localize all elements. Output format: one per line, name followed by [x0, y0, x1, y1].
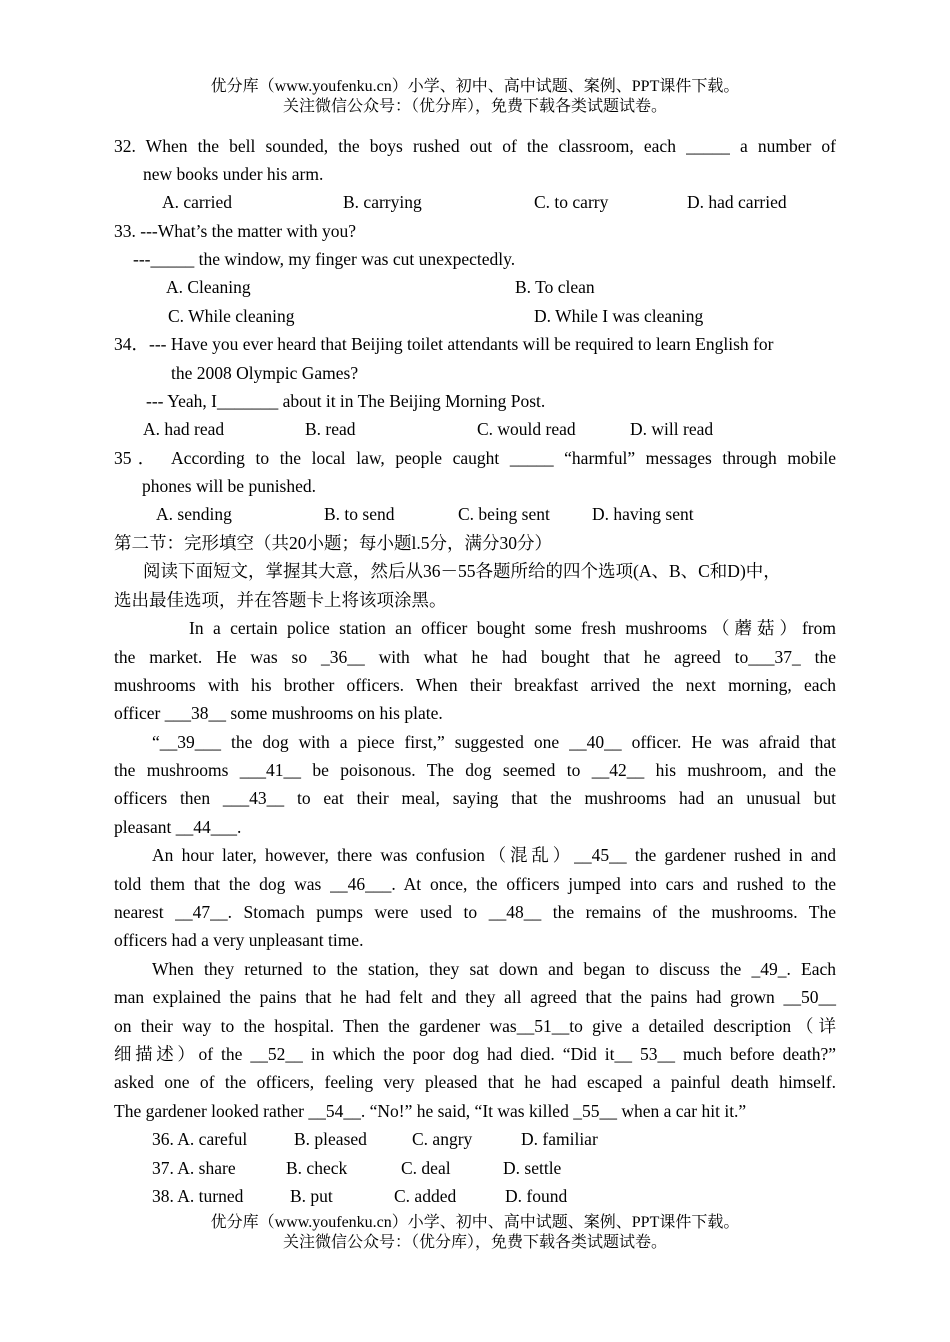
header-line-2: 关注微信公众号：（优分库），免费下载各类试题试卷。: [282, 98, 667, 115]
q35-option-a: A. sending: [156, 504, 232, 524]
q34-stem-line-1: 34．--- Have you ever heard that Beijing toilet attendants will be required to learn English for: [114, 334, 774, 354]
passage-line: In a certain police station an officer bought some fresh mushrooms（蘑菇）from: [189, 618, 836, 638]
q32-option-a: A. carried: [162, 192, 232, 212]
q34-option-a: A. had read: [143, 419, 225, 439]
passage-line: pleasant __44___.: [114, 817, 242, 837]
q32-option-c: C. to carry: [534, 192, 609, 212]
q33-stem-line-2: ---_____ the window, my finger was cut unexpectedly.: [133, 249, 516, 269]
q32-option-b: B. carrying: [343, 192, 422, 212]
footer-line-2: 关注微信公众号：（优分库），免费下载各类试题试卷。: [282, 1234, 667, 1251]
passage-line: on their way to the hospital. Then the gardener was__51__to give a detailed description（详: [114, 1016, 836, 1036]
choice-37-d: D. settle: [503, 1158, 562, 1178]
q35-option-d: D. having sent: [592, 504, 694, 524]
passage-line: officers then ___43__ to eat their meal, saying that the mushrooms had an unusual but: [114, 788, 836, 808]
q32-stem-line-2: new books under his arm.: [143, 164, 324, 184]
q34-stem-line-3: --- Yeah, I_______ about it in The Beijing Morning Post.: [146, 391, 546, 411]
q33-option-a: A. Cleaning: [166, 277, 251, 297]
passage-line: the market. He was so _36__ with what he had bought that he agreed to___37_ the: [114, 647, 836, 667]
passage-line: An hour later, however, there was confusion（混乱）__45__ the gardener rushed in and: [152, 845, 836, 865]
q35-stem-line-1: 35． According to the local law, people caught _____ “harmful” messages through mobile: [114, 448, 836, 468]
passage-line: the mushrooms ___41__ be poisonous. The dog seemed to __42__ his mushroom, and the: [114, 760, 836, 780]
choice-36-d: D. familiar: [521, 1129, 598, 1149]
choice-36-a: 36. A. careful: [152, 1129, 248, 1149]
q34-option-d: D. will read: [630, 419, 714, 439]
q32-stem-line-1: 32. When the bell sounded, the boys rushed out of the classroom, each _____ a number of: [114, 136, 836, 156]
footer-line-1: 优分库（www.youfenku.cn）小学、初中、高中试题、案例、PPT课件下载。: [210, 1214, 740, 1231]
q33-option-d: D. While I was cleaning: [534, 306, 704, 326]
q34-option-b: B. read: [305, 419, 356, 439]
choice-37-b: B. check: [286, 1158, 348, 1178]
choice-38-c: C. added: [394, 1186, 457, 1206]
choice-37-c: C. deal: [401, 1158, 451, 1178]
q34-stem-line-2: the 2008 Olympic Games?: [171, 363, 359, 383]
choice-38-a: 38. A. turned: [152, 1186, 244, 1206]
section-instruction-line-2: 选出最佳选项，并在答题卡上将该项涂黑。: [114, 590, 447, 610]
q35-option-b: B. to send: [324, 504, 395, 524]
choice-37-a: 37. A. share: [152, 1158, 236, 1178]
header-line-1: 优分库（www.youfenku.cn）小学、初中、高中试题、案例、PPT课件下载。: [210, 78, 740, 95]
passage-line: officers had a very unpleasant time.: [114, 930, 364, 950]
passage-line: The gardener looked rather __54__. “No!” he said, “It was killed _55__ when a car hit it.”: [114, 1101, 747, 1121]
passage-line: 细描述）of the __52__ in which the poor dog had died. “Did it__ 53__ much before death?”: [114, 1044, 836, 1064]
q34-option-c: C. would read: [477, 419, 576, 439]
q35-option-c: C. being sent: [458, 504, 550, 524]
choice-36-b: B. pleased: [294, 1129, 367, 1149]
q33-option-c: C. While cleaning: [168, 306, 295, 326]
passage-line: man explained the pains that he had felt and they all agreed that the pains had grown __50__: [114, 987, 836, 1007]
passage-line: “__39___ the dog with a piece first,” suggested one __40__ officer. He was afraid that: [152, 732, 836, 752]
q32-option-d: D. had carried: [687, 192, 787, 212]
passage-line: nearest __47__. Stomach pumps were used to __48__ the remains of the mushrooms. The: [114, 902, 836, 922]
choice-36-c: C. angry: [412, 1129, 473, 1149]
choice-38-d: D. found: [505, 1186, 568, 1206]
q33-stem-line-1: 33. ---What’s the matter with you?: [114, 221, 357, 241]
choice-38-b: B. put: [290, 1186, 333, 1206]
passage-line: asked one of the officers, feeling very pleased that he had escaped a painful death himself.: [114, 1072, 836, 1092]
passage-line: mushrooms with his brother officers. When their breakfast arrived the next morning, each: [114, 675, 836, 695]
q33-option-b: B. To clean: [515, 277, 595, 297]
q35-stem-line-2: phones will be punished.: [142, 476, 317, 496]
section-title: 第二节：完形填空（共20小题；每小题l.5分，满分30分）: [114, 533, 552, 553]
passage-line: told them that the dog was __46___. At once, the officers jumped into cars and rushed to the: [114, 874, 836, 894]
passage-line: officer ___38__ some mushrooms on his plate.: [114, 703, 443, 723]
passage-line: When they returned to the station, they sat down and began to discuss the _49_. Each: [152, 959, 836, 979]
section-instruction-line-1: 阅读下面短文，掌握其大意，然后从36－55各题所给的四个选项(A、B、C和D)中，: [143, 561, 781, 581]
